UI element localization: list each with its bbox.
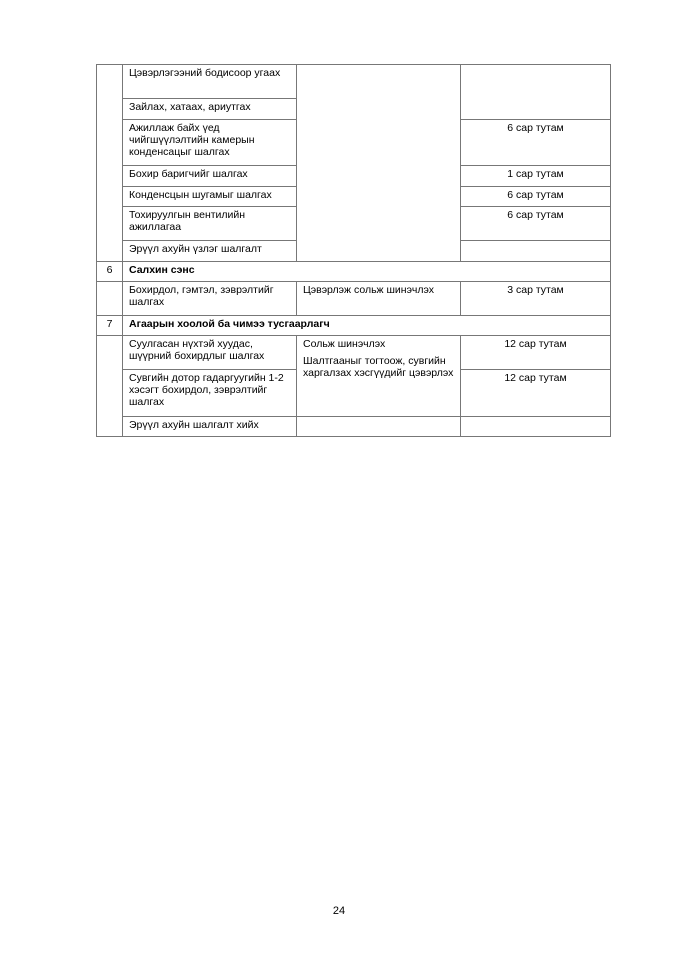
frequency-cell: 6 сар тутам (461, 207, 611, 241)
task-cell: Бохир баригчийг шалгах (123, 166, 297, 187)
frequency-cell (461, 65, 611, 120)
section-number: 7 (97, 316, 123, 336)
task-cell: Цэвэрлэгээний бодисоор угаах (123, 65, 297, 99)
table-row (97, 336, 611, 370)
task-cell: Эрүүл ахуйн үзлэг шалгалт (123, 241, 297, 262)
frequency-cell (461, 417, 611, 437)
section-header-row (97, 316, 611, 336)
number-cell (97, 65, 123, 262)
section-title: Салхин сэнс (123, 262, 611, 282)
section-title: Агаарын хоолой ба чимээ тусгаарлагч (123, 316, 611, 336)
table-row (97, 417, 611, 437)
number-cell (97, 282, 123, 316)
frequency-cell: 6 сар тутам (461, 120, 611, 166)
table-row (97, 282, 611, 316)
frequency-cell: 3 сар тутам (461, 282, 611, 316)
task-cell: Ажиллаж байх үед чийгшүүлэлтийн камерын конденсацыг шалгах (123, 120, 297, 166)
action-cell (297, 65, 461, 262)
number-cell (97, 336, 123, 437)
action-cell (297, 417, 461, 437)
frequency-cell: 1 сар тутам (461, 166, 611, 187)
task-cell: Суулгасан нүхтэй хуудас, шүүрний бохирдлыг шалгах (123, 336, 297, 370)
action-text: Сольж шинэчлэх (303, 338, 386, 350)
action-cell (297, 336, 461, 417)
frequency-cell: 12 сар тутам (461, 370, 611, 417)
table-row (97, 65, 611, 99)
task-cell: Сувгийн дотор гадаргуугийн 1-2 хэсэгт бохирдол, зэврэлтийг шалгах (123, 370, 297, 417)
section-number: 6 (97, 262, 123, 282)
frequency-cell: 12 сар тутам (461, 336, 611, 370)
action-text: Шалтгааныг тогтоож, сувгийн харгалзах хэсгүүдийг цэвэрлэх (303, 355, 454, 379)
task-cell: Эрүүл ахуйн шалгалт хийх (123, 417, 297, 437)
frequency-cell (461, 241, 611, 262)
task-cell: Бохирдол, гэмтэл, зэврэлтийг шалгах (123, 282, 297, 316)
task-cell: Тохируулгын вентилийн ажиллагаа (123, 207, 297, 241)
task-cell: Конденсцын шугамыг шалгах (123, 187, 297, 207)
task-cell: Зайлах, хатаах, ариутгах (123, 99, 297, 120)
section-header-row (97, 262, 611, 282)
maintenance-table (96, 64, 611, 437)
frequency-cell: 6 сар тутам (461, 187, 611, 207)
page-number: 24 (332, 905, 346, 917)
action-cell: Цэвэрлэж сольж шинэчлэх (297, 282, 461, 316)
